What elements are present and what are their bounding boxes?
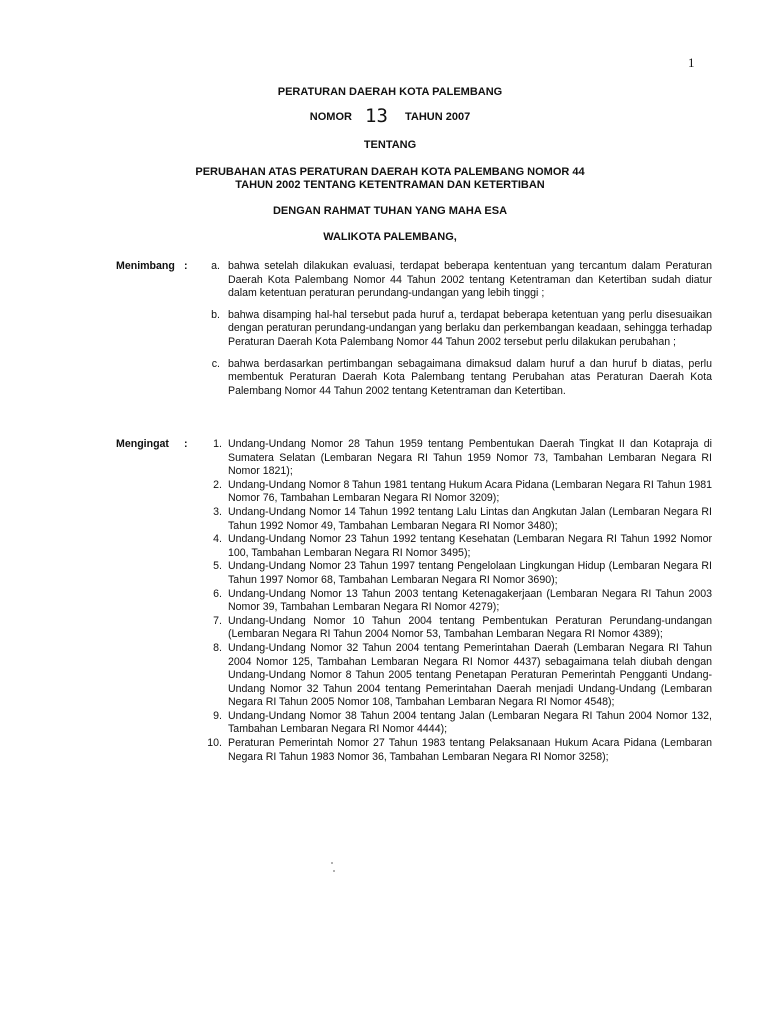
mengingat-section [116,438,712,764]
tahun-label: TAHUN 2007 [404,111,471,123]
item-marker: 4. [213,533,222,546]
item-text: Undang-Undang Nomor 23 Tahun 1997 tentang Pengelolaan Lingkungan Hidup (Lembaran Negara RI Tahun 1997 Nomor 68, Tambahan Lembaran Negara RI Nomor 3690); [228,560,712,586]
mengingat-item-3 [213,505,712,533]
item-text: Undang-Undang Nomor 28 Tahun 1959 tentang Pembentukan Daerah Tingkat II dan Kotapraja di Sumatera Selatan (Lembaran Negara RI Tahun 1959 Nomor 73, Tambahan Lembaran Negara RI Nomor 1821); [228,438,712,478]
item-marker: 9. [213,709,222,722]
item-marker: 3. [213,505,222,518]
regulation-title: PERATURAN DAERAH KOTA PALEMBANG [277,86,503,98]
mengingat-item-5 [213,560,712,587]
menimbang-section [116,260,712,406]
mengingat-label: Mengingat [116,438,169,450]
item-text: Peraturan Pemerintah Nomor 27 Tahun 1983 tentang Pelaksanaan Hukum Acara Pidana (Lembaran Negara RI Tahun 1983 Nomor 36, Tambahan Lembaran Negara RI Nomor 3258); [228,737,712,763]
official-title: WALIKOTA PALEMBANG, [323,231,457,243]
item-text: Undang-Undang Nomor 8 Tahun 1981 tentang Hukum Acara Pidana (Lembaran Negara RI Tahun 1981 Nomor 76, Tambahan Lembaran Negara RI Nomor 3209); [228,478,712,505]
mengingat-item-10 [207,737,712,764]
item-marker: 6. [213,587,222,600]
item-marker: 1. [213,438,222,450]
menimbang-label: Menimbang [116,260,175,272]
item-marker: 8. [213,641,222,654]
item-marker: 7. [213,614,222,627]
item-text: bahwa disamping hal-hal tersebut pada huruf a, terdapat beberapa ketentuan yang perlu disesuaikan dengan peraturan perundang-undangan yang berlaku dan perkembangan keadaan, sehingga terhadap Peraturan Daerah Kota Palembang Nomor 44 Tahun 2002 tersebut perlu dilakukan perubahan ; [228,308,712,348]
menimbang-item-c [211,357,712,399]
item-marker: 10. [207,737,222,750]
item-text: Undang-Undang Nomor 14 Tahun 1992 tentang Lalu Lintas dan Angkutan Jalan (Lembaran Negara RI Tahun 1992 Nomor 49, Tambahan Lembaran Negara RI Nomor 3480); [228,505,712,532]
mengingat-item-7 [213,614,712,642]
item-text: bahwa berdasarkan pertimbangan sebagaimana dimaksud dalam huruf a dan huruf b diatas, perlu membentuk Peraturan Daerah Kota Palembang tentang Perubahan atas Peraturan Daerah Kota Palembang Nomor 44 Tahun 2002 tentang Ketentraman dan Ketertiban. [228,357,712,397]
tentang-heading: TENTANG [363,139,417,151]
nomor-value: 13 [365,105,388,127]
nomor-label: NOMOR [309,111,352,123]
subject-line-1: PERUBAHAN ATAS PERATURAN DAERAH KOTA PALEMBANG NOMOR 44 [195,166,585,178]
item-text: Undang-Undang Nomor 13 Tahun 2003 tentang Ketenagakerjaan (Lembaran Negara RI Tahun 2003 Nomor 39, Tambahan Lembaran Negara RI Nomor 4279); [228,587,712,614]
mengingat-item-4 [213,533,712,560]
scan-speck [333,870,335,872]
page-number: 1 [688,55,695,70]
mengingat-item-8 [213,641,712,710]
subject-line-2: TAHUN 2002 TENTANG KETENTRAMAN DAN KETERTIBAN [235,179,545,191]
item-text: bahwa setelah dilakukan evaluasi, terdapat beberapa kententuan yang tercantum dalam Peraturan Daerah Kota Palembang Nomor 44 Tahun 2002 tentang Ketentraman dan Ketertiban sudah diatur dalam ketentuan peraturan perundang-undangan yang lebih tinggi ; [228,260,712,300]
blessing-line: DENGAN RAHMAT TUHAN YANG MAHA ESA [272,205,508,217]
mengingat-item-9 [213,709,712,737]
item-marker: 5. [213,560,222,573]
item-text: Undang-Undang Nomor 10 Tahun 2004 tentang Pembentukan Peraturan Perundang-undangan (Lembaran Negara RI Tahun 2004 Nomor 53, Tambahan Lembaran Negara RI Nomor 4389); [228,614,712,641]
scan-speck [331,862,333,864]
mengingat-item-1 [213,438,712,479]
item-text: Undang-Undang Nomor 32 Tahun 2004 tentang Pemerintahan Daerah (Lembaran Negara RI Tahun 2004 Nomor 125, Tambahan Lembaran Negara RI Nomor 4437) sebagaimana telah diubah dengan Undang-Undang Nomor 8 Tahun 2005 tentang Penetapan Peraturan Pemerintah Pengganti Undang-Undang Nomor 32 Tahun 2004 tentang Pemerintahan Daerah menjadi Undang-Undang (Lembaran Negara RI Tahun 2005 Nomor 108, Tambahan Lembaran Negara RI Nomor 4548); [228,641,712,709]
regulation-number-line [150,105,630,127]
menimbang-item-b [211,308,712,350]
menimbang-item-a [211,260,712,301]
item-marker: 2. [213,478,222,491]
mengingat-item-6 [213,587,712,615]
item-marker: c. [211,357,220,370]
item-text: Undang-Undang Nomor 38 Tahun 2004 tentang Jalan (Lembaran Negara RI Tahun 2004 Nomor 132, Tambahan Lembaran Negara RI Nomor 4444); [228,709,712,736]
item-text: Undang-Undang Nomor 23 Tahun 1992 tentang Kesehatan (Lembaran Negara RI Tahun 1992 Nomor 100, Tambahan Lembaran Negara RI Nomor 3495); [228,533,712,559]
item-marker: a. [211,260,220,272]
mengingat-item-2 [213,478,712,506]
mengingat-colon: : [184,438,188,450]
item-marker: b. [211,308,220,321]
menimbang-colon: : [184,260,188,272]
